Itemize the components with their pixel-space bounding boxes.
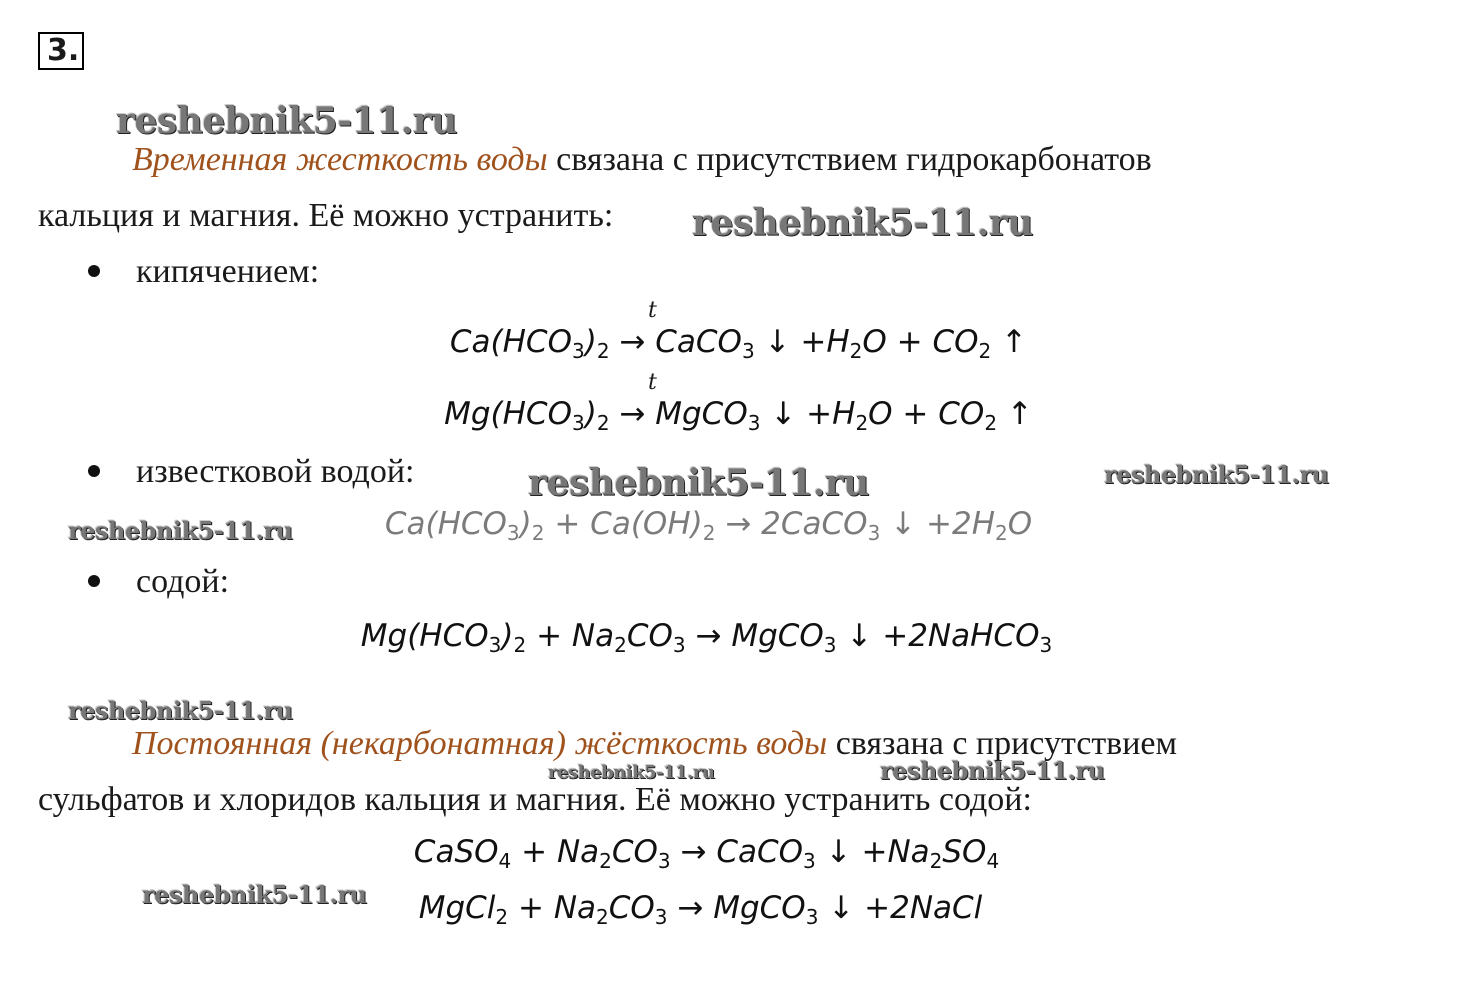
paragraph-text: связана с присутствием [827,725,1178,762]
watermark: reshebnik5-11.ru [692,202,1033,244]
method-boiling [88,252,319,292]
temporary-hardness-term: Временная жесткость воды [132,141,548,178]
bullet-icon [88,265,100,277]
equation-boil-mg: $Mg(HCO_3)_2$ → MgCO$_3$ ↓ $+H_2O + CO_2$ ↑ [444,396,1033,435]
arrow-condition: t [648,298,657,323]
permanent-hardness-paragraph [38,716,1374,772]
problem-number: 3. [38,32,84,70]
watermark: reshebnik5-11.ru [142,880,367,909]
paragraph-text: связана с присутствием гидрокарбонатов [547,141,1152,178]
watermark: reshebnik5-11.ru [528,462,869,504]
method-soda [88,562,229,602]
permanent-hardness-term: Постоянная (некарбонатная) жёсткость воды [132,725,828,762]
equation-lime-ca: $Ca(HCO_3)_2 + Ca(OH)_2$ → 2CaCO$_3$ ↓ $+2H_2O$ [384,506,1033,545]
paragraph-text: кальция и магния. Её можно устранить: [38,197,614,234]
watermark: reshebnik5-11.ru [68,696,293,725]
method-label: содой: [136,563,230,600]
watermark: reshebnik5-11.ru [880,756,1105,785]
equation-perm-mg: MgCl$_2$ + $Na_2CO_3$ → MgCO$_3$ ↓ +2NaCl [418,890,983,929]
equation-boil-ca: $Ca(HCO_3)_2$ → CaCO$_3$ ↓ $+H_2O + CO_2$ ↑ [449,324,1028,363]
permanent-hardness-paragraph-line2 [38,772,1374,828]
bullet-icon [88,575,100,587]
watermark: reshebnik5-11.ru [548,762,715,783]
equation-soda-mg: $Mg(HCO_3)_2 + Na_2CO_3$ → MgCO$_3$ ↓ +2NaHCO$_3$ [360,618,1053,657]
watermark: reshebnik5-11.ru [1104,460,1329,489]
temporary-hardness-paragraph-line2 [38,188,1374,244]
temporary-hardness-paragraph [38,132,1374,188]
watermark: reshebnik5-11.ru [116,100,457,142]
watermark: reshebnik5-11.ru [68,516,293,545]
method-lime [88,452,414,492]
arrow-condition: t [648,370,657,395]
equation-perm-ca: CaSO$_4$ + $Na_2CO_3$ → CaCO$_3$ ↓ $+Na_2SO_4$ [413,834,1000,873]
method-label: известковой водой: [136,453,415,490]
bullet-icon [88,465,100,477]
paragraph-text: сульфатов и хлоридов кальция и магния. Её можно устранить содой: [38,781,1032,818]
method-label: кипячением: [136,253,320,290]
